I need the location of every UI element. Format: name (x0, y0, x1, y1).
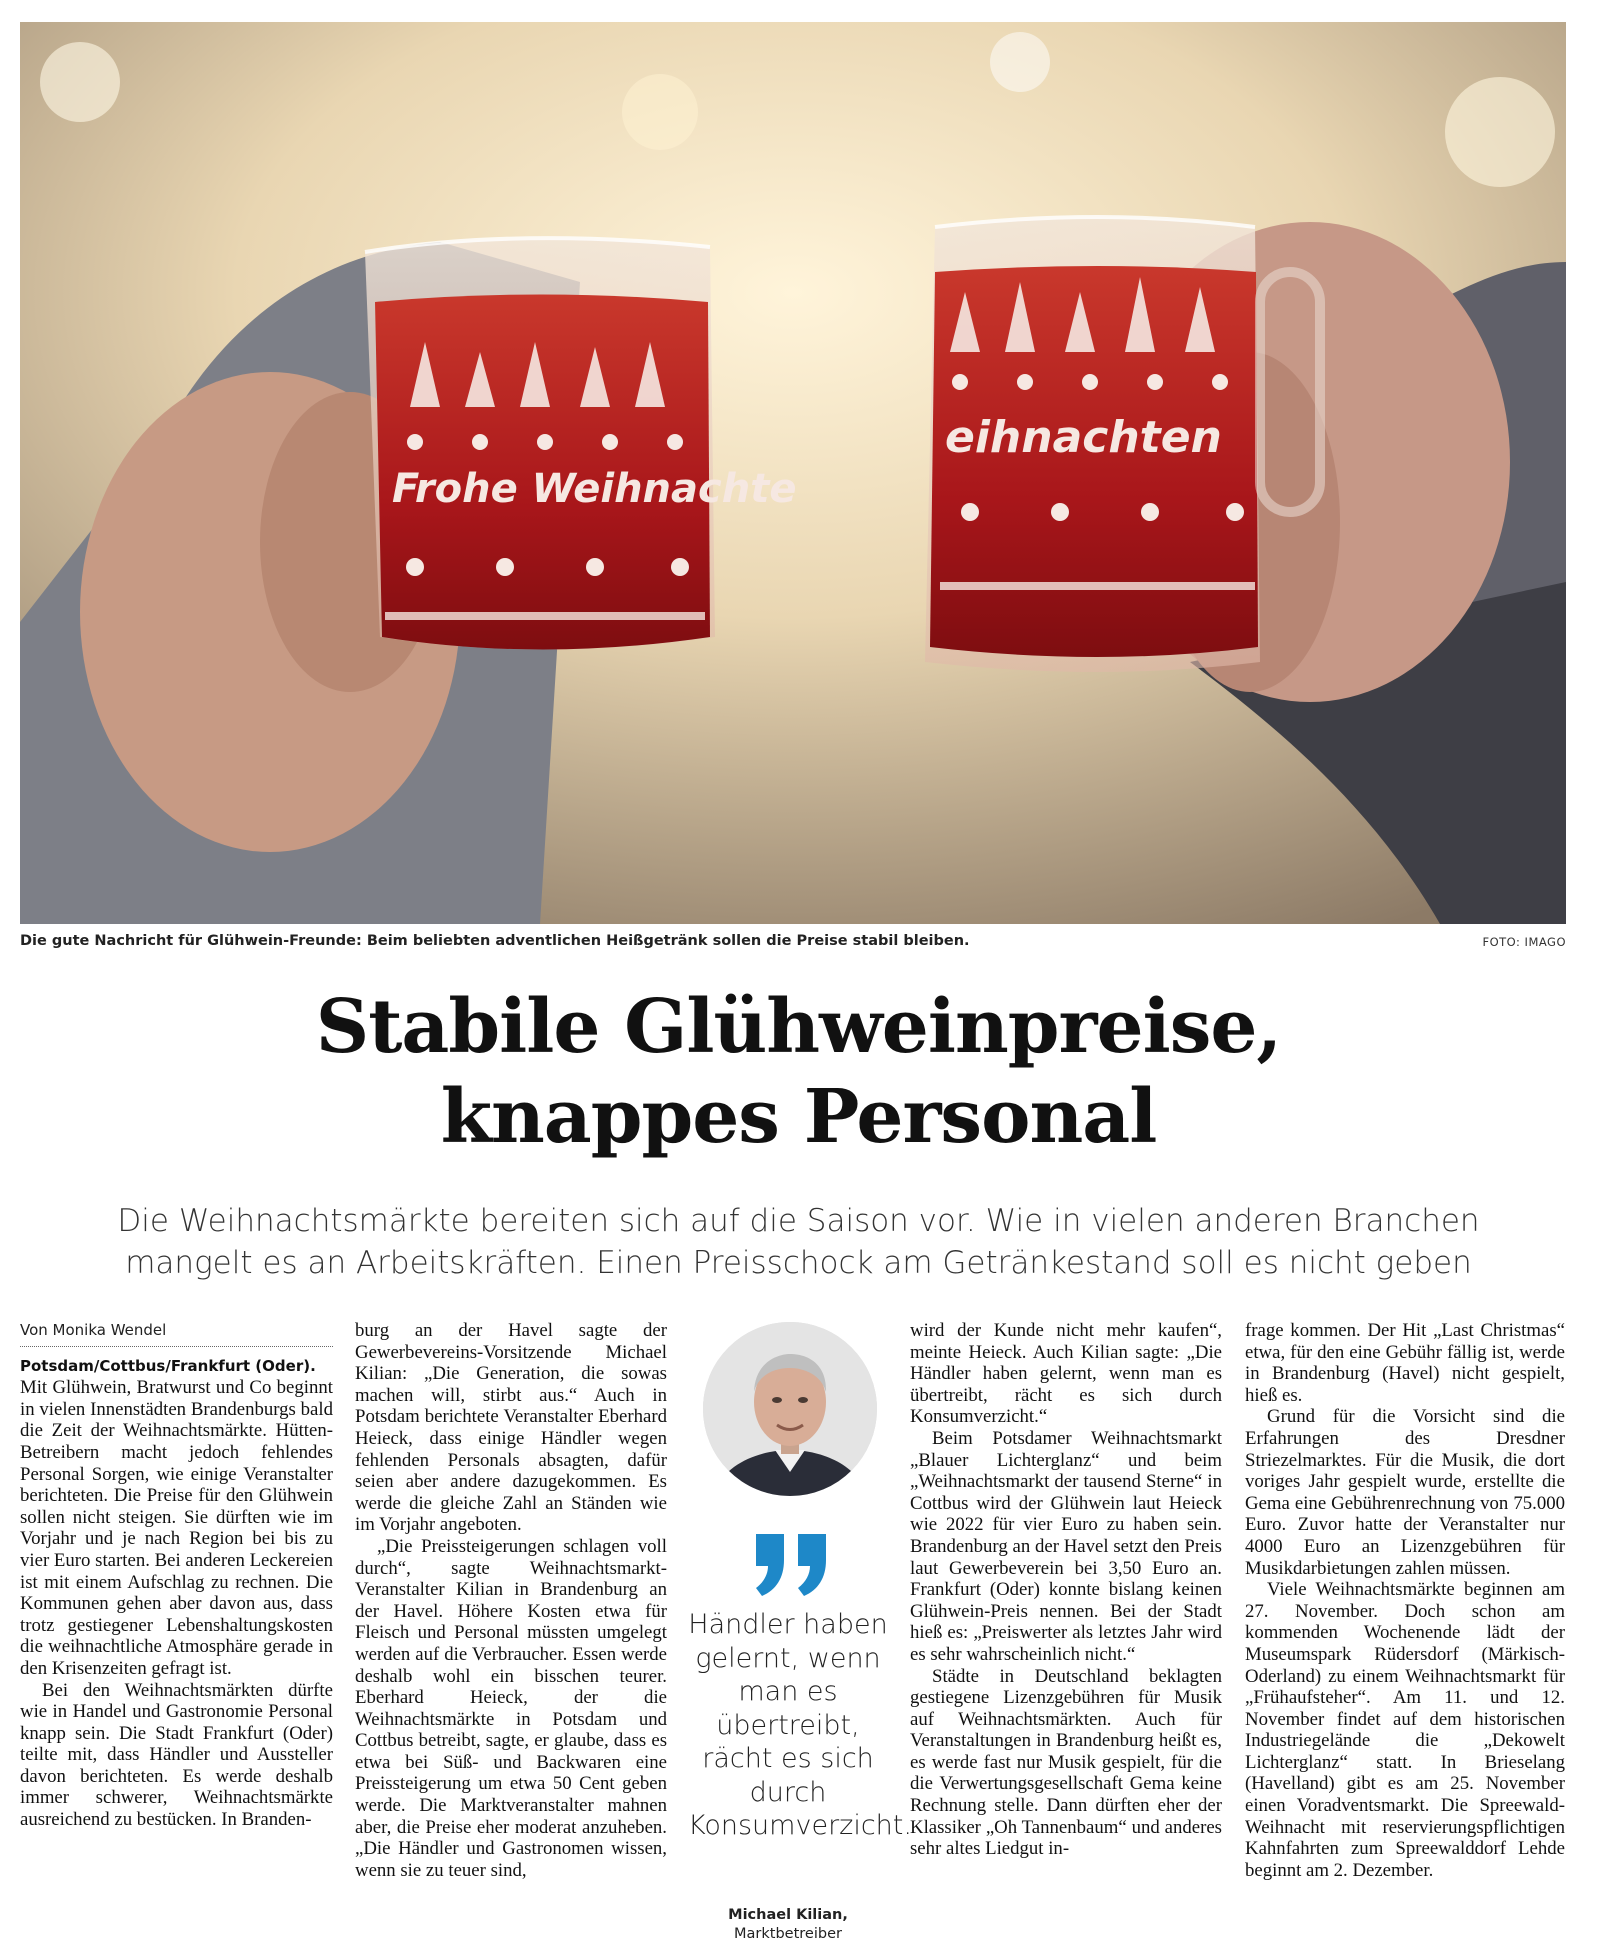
article-column-4 (910, 1320, 1222, 1860)
article-column-2 (355, 1320, 667, 1881)
portrait-photo (703, 1322, 877, 1496)
article-column-5 (1245, 1320, 1565, 1881)
paragraph: Beim Potsdamer Weihnachtsmarkt „Blauer Lichterglanz“ und beim „Weihnachtsmarkt der tausend Sterne“ in Cottbus wird der Glühwein laut Heieck wie 2022 für vier Euro zu haben sein. Brandenburg an der Havel setzt den Preis laut Gewerbeverein bei 3,50 Euro an. Frankfurt (Oder) konnte bislang keinen Glühwein-Preis nennen. Bei der Stadt hieß es: „Preiswerter als letztes Jahr wird es sehr wahrscheinlich nicht.“ (910, 1427, 1222, 1665)
byline: Von Monika Wendel (20, 1320, 333, 1347)
glass-left-lettering: Frohe Weihnachte (392, 466, 797, 512)
paragraph: frage kommen. Der Hit „Last Christmas“ etwa, für den eine Gebühr fällig ist, werde in Brandenburg (Havel) nicht gespielt, hieß es. (1245, 1320, 1565, 1406)
dateline: Potsdam/Cottbus/Frankfurt (Oder). (20, 1356, 316, 1375)
headline-line-1: Stabile Glühweinpreise, (315, 984, 1282, 1070)
article-column-1 (20, 1320, 333, 1831)
caption-text: Die gute Nachricht für Glühwein-Freunde: Beim beliebten adventlichen Heißgetränk sollen die Preise stabil bleiben. (20, 933, 970, 949)
quote-author-role: Marktbetreiber (734, 1926, 842, 1942)
paragraph: Grund für die Vorsicht sind die Erfahrungen des Dresdner Striezelmarktes. Für die Musik, die dort voriges Jahr gespielt wurde, erstellte die Gema eine Gebührenrechnung von 75.000 Euro. Zuvor hatte der Veranstalter nur 4000 Euro an Lizenzgebühren für Musikdarbietungen zahlen müssen. (1245, 1406, 1565, 1579)
paragraph: wird der Kunde nicht mehr kaufen“, meinte Heieck. Auch Kilian sagte: „Die Händler haben gelernt, wenn man es übertreibt, rächt es sich durch Konsumverzicht.“ (910, 1320, 1222, 1428)
headline (0, 982, 1597, 1162)
paragraph: Bei den Weihnachtsmärkten dürfte wie in Handel und Gastronomie Personal knapp sein. Die Stadt Frankfurt (Oder) teilte mit, dass Händler und Aussteller davon berichteten. Es werde deshalb immer schwerer, Weihnachtsmärkte ausreichend zu bestücken. In Branden- (20, 1679, 333, 1831)
paragraph: „Die Preissteigerungen schlagen voll durch“, sagte Weihnachtsmarkt-Veranstalter Kilian in Brandenburg an der Havel. Höhere Kosten etwa für Fleisch und Personal müssten umgelegt werden auf die Verbraucher. Essen werde deshalb wohl ein bisschen teurer. Eberhard Heieck, der die Weihnachtsmärkte in Potsdam und Cottbus betreibt, sagte, er glaube, dass es etwa bei Süß- und Backwaren eine Preissteigerung um etwa 50 Cent geben werde. Die Marktveranstalter mahnen aber, die Preise eher moderat anzuheben. „Die Händler und Gastronomen wissen, wenn sie zu teuer sind, (355, 1535, 667, 1881)
subheadline: Die Weihnachtsmärkte bereiten sich auf die Saison vor. Wie in vielen anderen Branchen mangelt es an Arbeitskräften. Einen Preisschock am Getränkestand soll es nicht geben (117, 1203, 1480, 1281)
pull-quote-attribution (688, 1906, 888, 1944)
photo-caption (20, 930, 1566, 956)
quote-author-name: Michael Kilian, (728, 1907, 848, 1923)
headline-line-2: knappes Personal (440, 1074, 1157, 1160)
quote-mark-icon (752, 1534, 832, 1598)
pull-quote: Händler haben gelernt, wenn man es übertreibt, rächt es sich durch Konsumverzicht. (688, 1609, 912, 1841)
hero-photo (20, 22, 1566, 924)
glass-right-lettering: eihnachten (945, 412, 1222, 463)
paragraph: Mit Glühwein, Bratwurst und Co beginnt in vielen Innenstädten Brandenburgs bald die Zeit der Weihnachtsmärkte. Hütten-Betreibern macht jedoch fehlendes Personal Sorgen, wie einige Veranstalter berichteten. Die Preise für den Glühwein sollen nicht steigen. Sie dürften wie im Vorjahr und je nach Region bei bis zu vier Euro starten. Bei anderen Leckereien ist mit einem Aufschlag zu rechnen. Die Kommunen gehen aber davon aus, dass trotz gestiegener Lebenshaltungskosten die weihnachtliche Atmosphäre gerade in den Krisenzeiten gefragt ist. (20, 1377, 333, 1679)
photo-credit: FOTO: IMAGO (1482, 935, 1566, 949)
paragraph: Städte in Deutschland beklagten gestiegene Lizenzgebühren für Musik auf Weihnachtsmärkten. Auch für Veranstaltungen in Brandenburg heißt es, es werde fast nur Musik gespielt, für die die Verwertungsgesellschaft Gema keine Rechnung stelle. Dann dürften eher der Klassiker „Oh Tannenbaum“ und anderes sehr altes Liedgut in- (910, 1665, 1222, 1860)
paragraph: Viele Weihnachtsmärkte beginnen am 27. November. Doch schon am kommenden Wochenende lädt der Museumspark Rüdersdorf (Märkisch-Oderland) zu einem Weihnachtsmarkt für „Frühaufsteher“. Am 11. und 12. November findet auf dem historischen Industriegelände die „Dekowelt Lichterglanz“ statt. In Brieselang (Havelland) gibt es am 25. November einen Voradventsmarkt. Die Spreewald-Weihnacht mit reservierungspflichtigen Kahnfahrten zum Spreewalddorf Lehde beginnt am 2. Dezember. (1245, 1579, 1565, 1881)
paragraph: burg an der Havel sagte der Gewerbevereins-Vorsitzende Michael Kilian: „Die Generation, die sowas machen will, stirbt aus.“ Auch in Potsdam berichtete Veranstalter Eberhard Heieck, dass einige Händler wegen fehlenden Personals absagten, dafür seien aber andere dazugekommen. Es werde die gleiche Zahl an Ständen wie im Vorjahr angeboten. (355, 1320, 667, 1536)
